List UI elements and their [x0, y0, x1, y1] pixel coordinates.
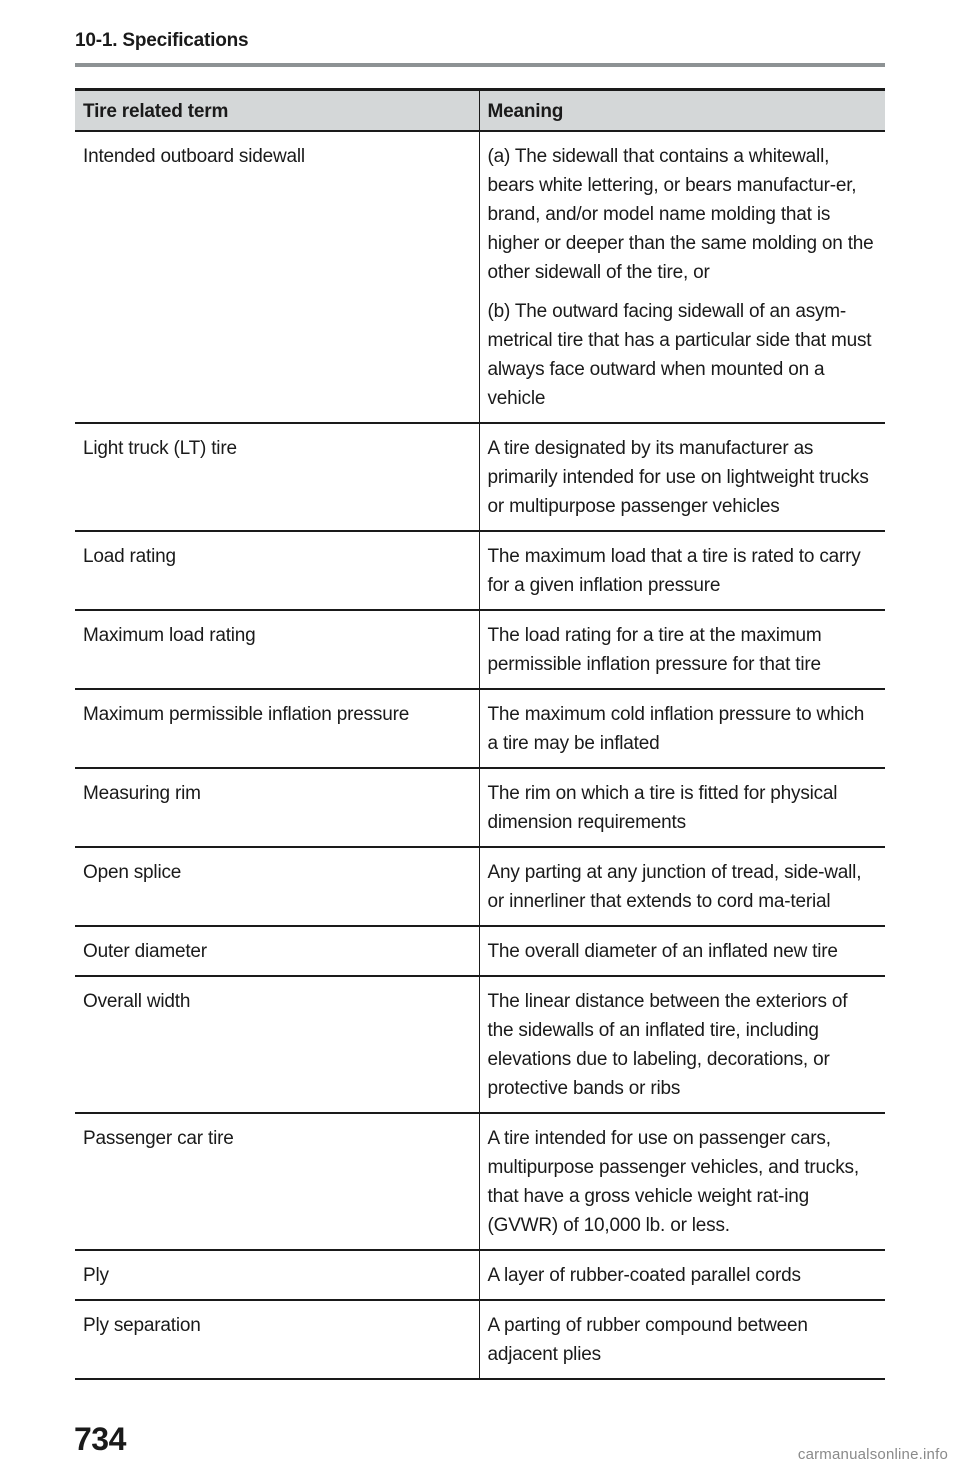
- meaning-paragraph: The rim on which a tire is fitted for physical dimension requirements: [487, 783, 838, 833]
- meaning-paragraph: A parting of rubber compound between adjacent plies: [487, 1315, 808, 1365]
- term-cell: Ply: [75, 1250, 479, 1300]
- meaning-paragraph: The overall diameter of an inflated new tire: [487, 941, 838, 962]
- term-cell: Passenger car tire: [75, 1113, 479, 1250]
- term-cell: Maximum permissible inflation pressure: [75, 689, 479, 768]
- meaning-paragraph: The maximum load that a tire is rated to carry for a given inflation pressure: [487, 546, 861, 596]
- meaning-paragraph: A layer of rubber-coated parallel cords: [487, 1265, 801, 1286]
- meaning-paragraph: (b) The outward facing sidewall of an asym-metrical tire that has a particular side that must always face outward when mounted on a vehicle: [487, 301, 872, 409]
- meaning-cell: [479, 976, 885, 1113]
- section-divider: [75, 63, 885, 67]
- tire-terms-table: [75, 88, 885, 1380]
- term-cell: Load rating: [75, 531, 479, 610]
- table-row: [75, 1113, 885, 1250]
- term-cell: Measuring rim: [75, 768, 479, 847]
- meaning-cell: [479, 423, 885, 531]
- table-row: [75, 689, 885, 768]
- page-number: 734: [74, 1421, 126, 1457]
- section-title: 10-1. Specifications: [75, 30, 249, 51]
- meaning-cell: [479, 1250, 885, 1300]
- table-row: [75, 131, 885, 423]
- table-row: [75, 1250, 885, 1300]
- meaning-paragraph: A tire designated by its manufacturer as primarily intended for use on lightweight trucks or multipurpose passenger vehicles: [487, 438, 869, 517]
- meaning-paragraph: (a) The sidewall that contains a whitewall, bears white lettering, or bears manufactur-er, brand, and/or model name molding that is higher or deeper than the same molding on the other sidewall of the tire, or: [487, 146, 874, 283]
- meaning-cell: [479, 1113, 885, 1250]
- table-row: [75, 926, 885, 976]
- meaning-paragraph: A tire intended for use on passenger cars, multipurpose passenger vehicles, and trucks, that have a gross vehicle weight rat-ing (GVWR) of 10,000 lb. or less.: [487, 1128, 859, 1236]
- meaning-cell: [479, 610, 885, 689]
- term-cell: Overall width: [75, 976, 479, 1113]
- table-row: [75, 847, 885, 926]
- meaning-cell: [479, 926, 885, 976]
- site-watermark: carmanualsonline.info: [797, 1446, 948, 1463]
- term-cell: Maximum load rating: [75, 610, 479, 689]
- column-header-term: Tire related term: [75, 90, 479, 132]
- table-row: [75, 768, 885, 847]
- meaning-cell: [479, 768, 885, 847]
- table-row: [75, 610, 885, 689]
- meaning-paragraph: The load rating for a tire at the maximum permissible inflation pressure for that tire: [487, 625, 822, 675]
- meaning-cell: [479, 847, 885, 926]
- meaning-paragraph: The linear distance between the exteriors of the sidewalls of an inflated tire, including elevations due to labeling, decorations, or protective bands or ribs: [487, 991, 848, 1099]
- table-row: [75, 423, 885, 531]
- meaning-cell: [479, 131, 885, 423]
- term-cell: Ply separation: [75, 1300, 479, 1379]
- term-cell: Intended outboard sidewall: [75, 131, 479, 423]
- table-header-row: [75, 90, 885, 132]
- term-cell: Light truck (LT) tire: [75, 423, 479, 531]
- column-header-meaning: Meaning: [479, 90, 885, 132]
- meaning-paragraph: Any parting at any junction of tread, side-wall, or innerliner that extends to cord ma-terial: [487, 862, 862, 912]
- meaning-cell: [479, 689, 885, 768]
- table-row: [75, 531, 885, 610]
- meaning-cell: [479, 531, 885, 610]
- meaning-paragraph: The maximum cold inflation pressure to which a tire may be inflated: [487, 704, 865, 754]
- table-body: [75, 131, 885, 1379]
- table-row: [75, 1300, 885, 1379]
- table-row: [75, 976, 885, 1113]
- meaning-cell: [479, 1300, 885, 1379]
- term-cell: Outer diameter: [75, 926, 479, 976]
- term-cell: Open splice: [75, 847, 479, 926]
